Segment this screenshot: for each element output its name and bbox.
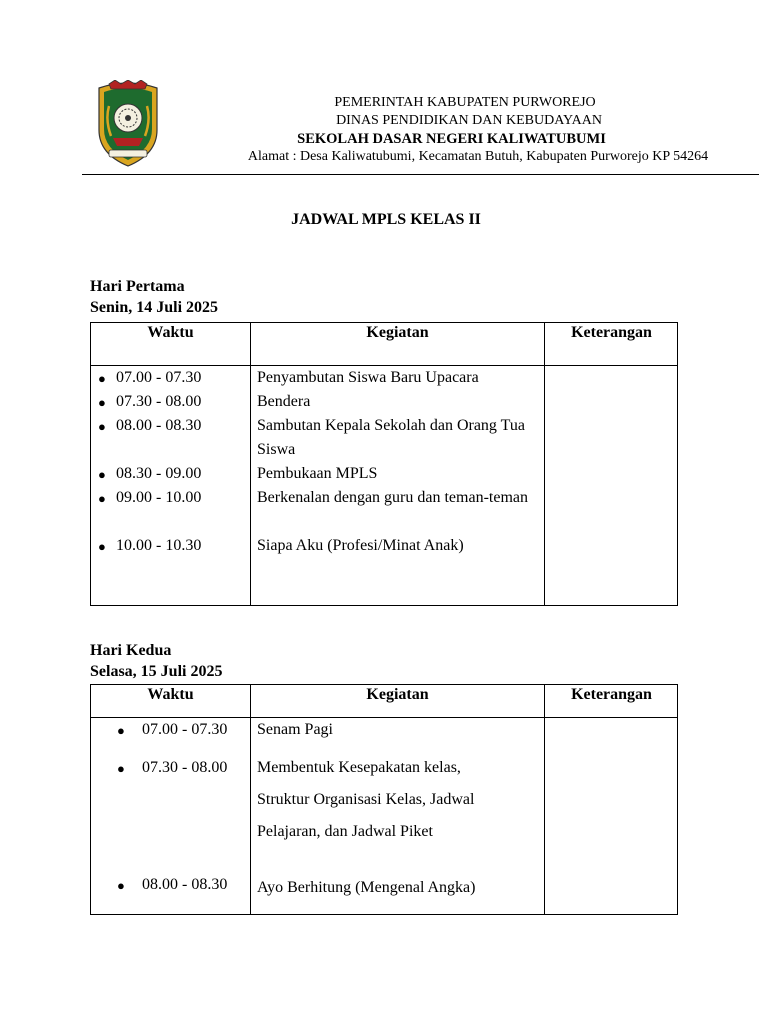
row-activity: Sambutan Kepala Sekolah dan Orang Tua Siswa	[257, 417, 525, 458]
row-time: 09.00 - 10.00	[116, 489, 202, 506]
letterhead-government: PEMERINTAH KABUPATEN PURWOREJO	[334, 95, 596, 110]
day-1-heading	[90, 276, 218, 318]
row-activity: Berkenalan dengan guru dan teman-teman	[257, 489, 528, 506]
row-activity: Membentuk Kesepakatan kelas, Struktur Organisasi Kelas, Jadwal Pelajaran, dan Jadwal Piket	[257, 759, 475, 840]
row-time: 07.30 - 08.00	[116, 393, 202, 410]
header-kegiatan: Kegiatan	[366, 324, 429, 341]
letterhead-department: DINAS PENDIDIKAN DAN KEBUDAYAAN	[336, 113, 602, 128]
header-waktu: Waktu	[147, 324, 194, 341]
day-1-label: Hari Pertama	[90, 278, 185, 295]
table-header-row	[91, 323, 677, 366]
column-divider	[250, 685, 251, 914]
day-2-label: Hari Kedua	[90, 642, 172, 659]
row-activity: Siapa Aku (Profesi/Minat Anak)	[257, 537, 464, 554]
row-activity: Ayo Berhitung (Mengenal Angka)	[257, 879, 476, 896]
row-time: 08.30 - 09.00	[116, 465, 202, 482]
emblem-icon	[95, 80, 161, 168]
column-divider	[544, 685, 545, 914]
schedule-table-day-1: Waktu Kegiatan Keterangan ● 07.00 - 07.30 Penyambutan Siswa Baru Upacara ● 07.30 - 08.00 Bendera ● 08.00 - 08.30 Sambutan Kepala Sekolah dan Orang Tua Siswa ● 08.30 - 09.00 Pembukaan MPLS ● 09.00 - 10.00 Berkenalan dengan guru dan teman-teman ● 10.00 - 10.30 Siapa Aku (Profesi/Minat Anak)	[90, 322, 678, 606]
row-time: 07.00 - 07.30	[142, 721, 228, 738]
row-time: 07.00 - 07.30	[116, 369, 202, 386]
row-time: 08.00 - 08.30	[116, 417, 202, 434]
letterhead-text	[180, 94, 728, 166]
row-time: 07.30 - 08.00	[142, 759, 228, 776]
letterhead-school-name: SEKOLAH DASAR NEGERI KALIWATUBUMI	[297, 131, 606, 147]
row-time: 10.00 - 10.30	[116, 537, 202, 554]
header-keterangan: Keterangan	[571, 686, 652, 703]
column-divider	[544, 323, 545, 605]
day-1-date: Senin, 14 Juli 2025	[90, 299, 219, 316]
letterhead-address: Alamat : Desa Kaliwatubumi, Kecamatan Butuh, Kabupaten Purworejo KP 54264	[247, 149, 709, 164]
row-activity: Pembukaan MPLS	[257, 465, 378, 482]
row-activity: Senam Pagi	[257, 721, 333, 738]
column-divider	[250, 323, 251, 605]
row-activity: Penyambutan Siswa Baru Upacara	[257, 369, 479, 386]
header-waktu: Waktu	[147, 686, 194, 703]
document-title: JADWAL MPLS KELAS II	[291, 211, 481, 228]
header-keterangan: Keterangan	[571, 324, 652, 341]
row-time: 08.00 - 08.30	[142, 876, 228, 893]
header-kegiatan: Kegiatan	[366, 686, 429, 703]
schedule-table-day-2: Waktu Kegiatan Keterangan ● 07.00 - 07.30 Senam Pagi ● 07.30 - 08.00 Membentuk Kesepakatan kelas, Struktur Organisasi Kelas, Jadwal Pelajaran, dan Jadwal Piket ● 08.00 - 08.30 Ayo Berhitung (Mengenal Angka)	[90, 684, 678, 915]
day-2-heading	[90, 640, 222, 682]
letterhead-divider	[82, 174, 759, 175]
table-header-row	[91, 685, 677, 718]
day-2-date: Selasa, 15 Juli 2025	[90, 663, 223, 680]
regency-emblem-logo	[95, 80, 161, 168]
row-activity: Bendera	[257, 393, 311, 410]
